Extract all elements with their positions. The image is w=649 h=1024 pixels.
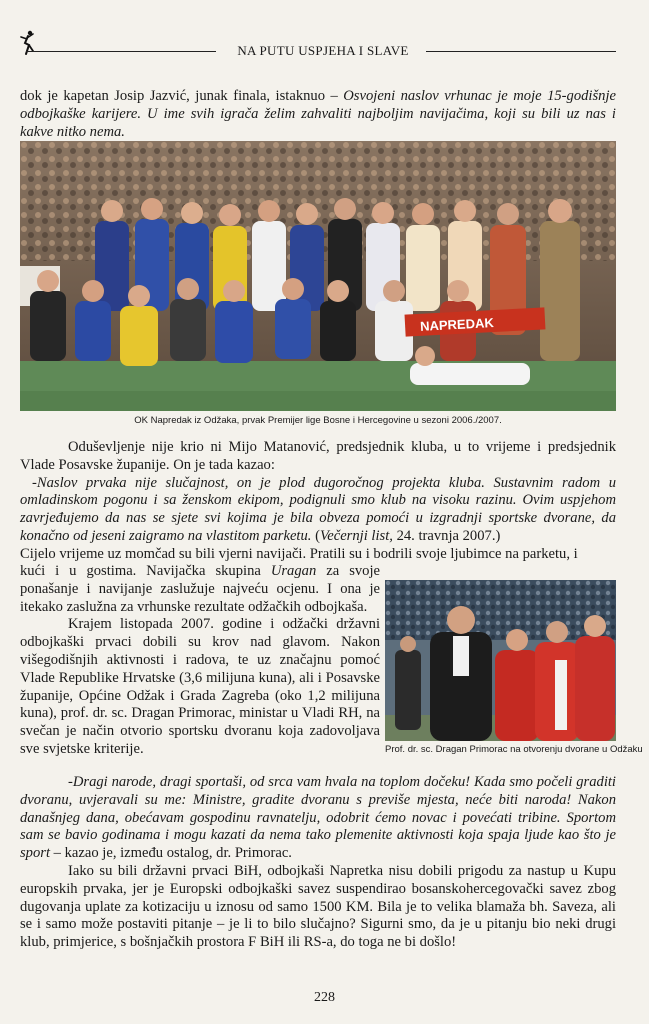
speech-dash: -: [68, 774, 73, 790]
source-date: 24. travnja 2007.): [392, 527, 501, 544]
volleyball-player-icon: [18, 30, 38, 56]
hall-opening-paragraph: Krajem listopada 2007. godine i odžački državni odbojkaški prvaci dobili su krov nad glavom. Nakon višegodišnjih aktivnosti i radova, te uz značajnu pomoć Vlade Republike Hrvatske (3,6 milijuna kuna), ali i Posavske županije, Općine Odžak i Grada Zagreba (oko 1,2 milijuna kuna), prof. dr. sc. Dragan Primorac, ministar u Vladi RH, na svečan je način otvorio sportsku dvoranu koja zadovoljava sve svjetske kriterije.: [20, 616, 380, 757]
header-rule-left: [26, 51, 216, 52]
fan-group-name: Uragan: [270, 563, 317, 579]
team-photo-caption: OK Napredak iz Odžaka, prvak Premijer lige Bosne i Hercegovine u sezoni 2006./2007.: [134, 415, 502, 426]
president-quote: Naslov prvaka nije slučajnost, on je plod dugoročnog projekta kluba. Sustavnim radom u omladinskom pogonu i sa ženskom ekipom, podignuli smo klub na visoku razinu. Ovim uspjehom zavrjeđujemo da nas se sjete svi kojima je bila obveza pomoći u izgradnji sportske dvorane, da konačno od jeseni zaigramo na vlastitom parketu.: [20, 474, 616, 544]
intro-lead: dok je kapetan Josip Jazvić, junak finala, istaknuo –: [20, 88, 344, 104]
running-head: NA PUTU USPJEHA I SLAVE: [237, 43, 409, 58]
source-name: Večernji list,: [319, 527, 393, 544]
fans-text-b: za svoje ponašanje i navijanje zaslužuje najveću ocjenu. I ona je itekako zaslužna za vrhunske rezultate odžačkih odbojkaša.: [20, 563, 380, 615]
quote-dash: -: [32, 474, 37, 491]
napredak-banner-text: NAPREDAK: [419, 315, 495, 334]
page-header: [14, 30, 624, 60]
page-number: 228: [314, 990, 335, 1005]
wrapped-column: [20, 563, 380, 759]
fans-paragraph-start: Cijelo vrijeme uz momčad su bili vjerni navijači. Pratili su i bodrili svoje ljubimce na parketu, i: [20, 545, 578, 562]
fans-paragraph-continued: [20, 563, 380, 616]
captain-quote: Osvojeni naslov vrhunac je moje 15-godišnje odbojkaške karijere. U ime svih igrača želim zahvaliti najboljim navijačima, koji su bili uz nas i kakve nitko nema.: [20, 88, 616, 140]
body-top: [20, 439, 616, 564]
hall-opening-photo: [385, 580, 616, 741]
source-open: (: [311, 527, 320, 544]
hall-opening-caption: Prof. dr. sc. Dragan Primorac na otvorenju dvorane u Odžaku: [385, 744, 643, 755]
president-quote-paragraph: [20, 475, 616, 546]
president-intro-paragraph: Oduševljenje nije krio ni Mijo Matanović, predsjednik kluba, u to vrijeme i predsjednik Vlade Posavske županije. On je tada kazao:: [20, 439, 616, 473]
body-bottom: [20, 774, 616, 952]
minister-quote: Dragi narode, dragi sportaši, od srca vam hvala na toplom dočeku! Kada smo počeli graditi dvoranu, uvjeravali su me: Ministre, gradite dvoranu s previše mjesta, neće biti naroda! Nakon današnjeg dana, obećavam gospodinu ravnatelju, odobrit ćemo novac i povećati tribine. Sportom sam se bavio godinama i mogu kazati da nema tako plemenite aktivnosti koja spaja ljude kao što je sport: [20, 774, 616, 862]
european-cup-paragraph: Iako su bili državni prvaci BiH, odbojkaši Napretka nisu dobili prigodu za nastup u Kupu europskih prvaka, jer je Europski odbojkaški savez suspendirao bosanskohercegovački savez zbog dugovanja uplate za kotizaciju u iznosu od samo 1500 KM. Bila je to velika blamaža bh. Saveza, ali se i samo može postaviti pitanje – je li to bilo slučajno? Sigurni smo, da je u pitanju bio neki drugi klub, primjerice, s bošnjačkih prostora F BiH ili RS-a, do toga ne bi došlo!: [20, 862, 616, 951]
team-photo: [20, 141, 616, 411]
intro-paragraph: [20, 88, 616, 141]
fans-text-a: kući i u gostima. Navijačka skupina: [20, 563, 271, 579]
header-rule-right: [426, 51, 616, 52]
minister-speech-paragraph: [20, 774, 616, 863]
speech-attribution: – kazao je, između ostalog, dr. Primorac.: [50, 845, 292, 862]
